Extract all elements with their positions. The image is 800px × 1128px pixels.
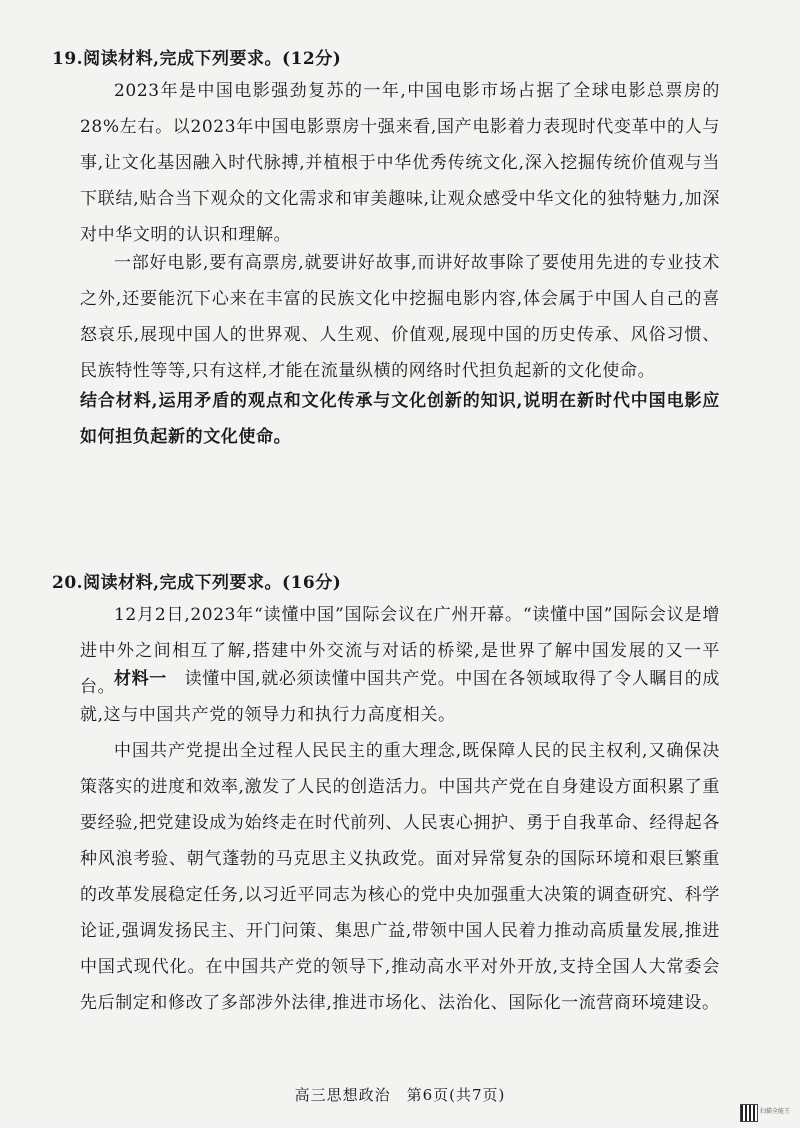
scanner-watermark: 扫描全能王 — [760, 1108, 791, 1115]
q20-material-1 — [80, 661, 720, 733]
q20-paragraph-3: 中国共产党提出全过程人民民主的重大理念,既保障人民的民主权利,又确保决策落实的进度和效率,激发了人民的创造活力。中国共产党在自身建设方面积累了重要经验,把党建设成为始终走在时代前列、人民衷心拥护、勇于自我革命、经得起各种风浪考验、朝气蓬勃的马克思主义执政党。面对异常复杂的国际环境和艰巨繁重的改革发展稳定任务,以习近平同志为核心的党中央加强重大决策的调查研究、科学论证,强调发扬民主、开门问策、集思广益,带领中国人民着力推动高质量发展,推进中国式现代化。在中国共产党的领导下,推动高水平对外开放,支持全国人大常委会先后制定和修改了多部涉外法律,推进市场化、法治化、国际化一流营商环境建设。 — [80, 741, 720, 1013]
q19-paragraph-1: 2023年是中国电影强劲复苏的一年,中国电影市场占据了全球电影总票房的28%左右。以2023年中国电影票房十强来看,国产电影着力表现时代变革中的人与事,让文化基因融入时代脉搏,并植根于中华优秀传统文化,深入挖掘传统价值观与当下联结,贴合当下观众的文化需求和审美趣味,让观众感受中华文化的独特魅力,加深对中华文明的认识和理解。 — [80, 81, 720, 245]
q20-paragraph-1: 12月2日,2023年“读懂中国”国际会议在广州开幕。“读懂中国”国际会议是增进中外之间相互了解,搭建中外交流与对话的桥梁,是世界了解中国发展的又一平台。 — [80, 605, 720, 697]
page-footer: 高三思想政治 第6页(共7页) — [294, 1086, 506, 1104]
qr-code-icon — [740, 1104, 758, 1122]
material-label: 材料一 — [114, 669, 167, 689]
q19-prompt: 结合材料,运用矛盾的观点和文化传承与文化创新的知识,说明在新时代中国电影应如何担负起新的文化使命。 — [80, 391, 720, 447]
q19-paragraph-2: 一部好电影,要有高票房,就要讲好故事,而讲好故事除了要使用先进的专业技术之外,还要能沉下心来在丰富的民族文化中挖掘电影内容,体会属于中国人自己的喜怒哀乐,展现中国人的世界观、人生观、价值观,展现中国的历史传承、风俗习惯、民族特性等等,只有这样,才能在流量纵横的网络时代担负起新的文化使命。 — [80, 253, 720, 381]
q20-material-1-text: 读懂中国,就必须读懂中国共产党。中国在各领域取得了令人瞩目的成就,这与中国共产党的领导力和执行力高度相关。 — [80, 669, 720, 725]
question-20-heading: 20.阅读材料,完成下列要求。(16分) — [52, 573, 342, 593]
question-19-heading: 19.阅读材料,完成下列要求。(12分) — [52, 49, 342, 69]
